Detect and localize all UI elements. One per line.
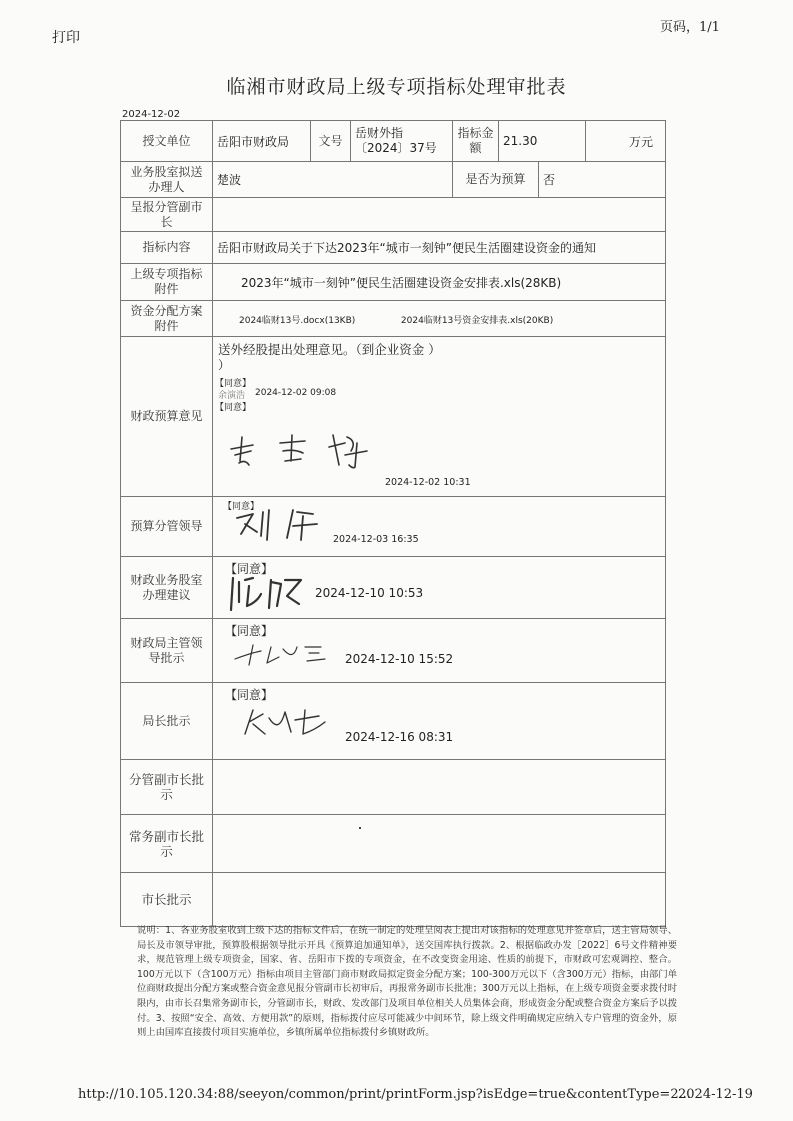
exec-deputy-mayor-label: 常务副市长批示 [121,815,213,873]
content-value: 岳阳市财政局关于下达2023年“城市一刻钟”便民生活圈建设资金的通知 [213,232,666,264]
bureau-leader-label: 财政局主管领导批示 [121,619,213,683]
budget-opinion-text-cont: ） [218,358,231,372]
budget-opinion-text: 送外经股提出处理意见。（到企业资金 ） [218,342,441,357]
doc-number-value: 岳财外指〔2024〕37号 [351,121,453,162]
content-label: 指标内容 [121,232,213,264]
bureau-leader-time: 2024-12-10 15:52 [345,652,454,666]
report-label: 呈报分管副市长 [121,198,213,232]
business-office-signature [227,572,307,614]
issuing-unit-label: 授文单位 [121,121,213,162]
plan-label: 资金分配方案附件 [121,301,213,337]
director-cell [213,683,666,760]
amount-value: 21.30 [499,121,586,162]
budget-agree-tag-2: 【同意】 [215,403,252,413]
budget-agree-tag-1: 【同意】 [215,379,252,389]
form-date: 2024-12-02 [122,109,181,120]
budget-leader-time: 2024-12-03 16:35 [333,534,419,545]
business-office-time: 2024-12-10 10:53 [315,586,424,600]
print-label: 打印 [52,30,80,46]
bureau-leader-signature [231,639,341,667]
attachment-file[interactable]: 2023年“城市一刻钟”便民生活圈建设资金安排表.xls(28KB) [213,264,666,301]
mayor-label: 市长批示 [121,873,213,927]
business-office-label: 财政业务股室办理建议 [121,557,213,619]
director-time: 2024-12-16 08:31 [345,730,454,744]
budget-leader-cell [213,497,666,557]
handler-value: 楚波 [213,162,453,198]
print-date: 2024-12-19 [678,1087,753,1102]
is-budget-label: 是否为预算 [453,162,539,198]
plan-file-xls[interactable]: 2024临财13号资金安排表.xls(20KB) [400,315,554,326]
mayor-cell [213,873,666,927]
bureau-leader-cell [213,619,666,683]
business-office-tag: 【同意】 [225,562,274,576]
plan-files [213,301,666,337]
deputy-mayor-label: 分管副市长批示 [121,760,213,815]
approval-form-table [120,120,666,927]
print-url: http://10.105.120.34:88/seeyon/common/print/printForm.jsp?isEdge=true&contentType=2... [78,1087,691,1102]
budget-leader-tag: 【同意】 [223,502,260,512]
budget-leader-signature [233,506,343,542]
budget-signature [225,421,395,471]
page-title: 临湘市财政局上级专项指标处理审批表 [226,76,567,98]
amount-label: 指标金额 [453,121,499,162]
budget-time-2: 2024-12-02 10:31 [385,477,471,488]
director-label: 局长批示 [121,683,213,760]
director-tag: 【同意】 [225,688,274,702]
doc-number-label: 文号 [311,121,351,162]
business-office-cell [213,557,666,619]
budget-time-1: 2024-12-02 09:08 [255,388,337,398]
report-value [213,198,666,232]
budget-opinion-cell [213,337,666,497]
amount-unit: 万元 [586,121,666,162]
issuing-unit-value: 岳阳市财政局 [213,121,311,162]
bureau-leader-tag: 【同意】 [225,624,274,638]
exec-deputy-mayor-cell [213,815,666,873]
plan-file-docx[interactable]: 2024临财13号.docx(13KB) [239,315,356,326]
page-number: 页码，1/1 [660,20,720,35]
budget-opinion-label: 财政预算意见 [121,337,213,497]
explanation-note: 说明：1、各业务股室收到上级下达的指标文件后，在统一制定的处理呈阅表上提出对该指标的处理意见并签章后，送主管局领导、局长及市领导审批，预算股根据领导批示开具《预算追加通知单》，送交国库执行拨款。2、根据临政办发［2022］6号文件精神要求，规范管理上级专项资金，国家、省、岳阳市下拨的专项资金，在不改变资金用途、性质的前提下，市财政可宏观调控、整合。100万元以下（含100万元）指标由项目主管部门商市财政局拟定资金分配方案；100-300万元以下（含300万元）指标，由部门单位商财政提出分配方案或整合资金意见报分管副市长初审后，再报常务副市长批准；300万元以上指标，在上级专项资金要求拨付时限内，由市长召集常务副市长，分管副市长，财政、发改部门及项目单位相关人员集体会商，形成资金分配或整合资金方案后予以拨付。3、按照“安全、高效、方便用款”的原则，指标拨付应尽可能减少中间环节，除上级文件明确规定应纳入专户管理的资金外，原则上由国库直接拨付项目实施单位，乡镇所属单位指标拨付乡镇财政所。 [137,925,677,1039]
attachment-label: 上级专项指标附件 [121,264,213,301]
handler-label: 业务股室拟送办理人 [121,162,213,198]
is-budget-value: 否 [539,162,666,198]
stray-mark [359,827,361,829]
deputy-mayor-cell [213,760,666,815]
budget-approver-name: 余演浩 [218,391,246,401]
budget-leader-label: 预算分管领导 [121,497,213,557]
director-signature [239,704,349,740]
